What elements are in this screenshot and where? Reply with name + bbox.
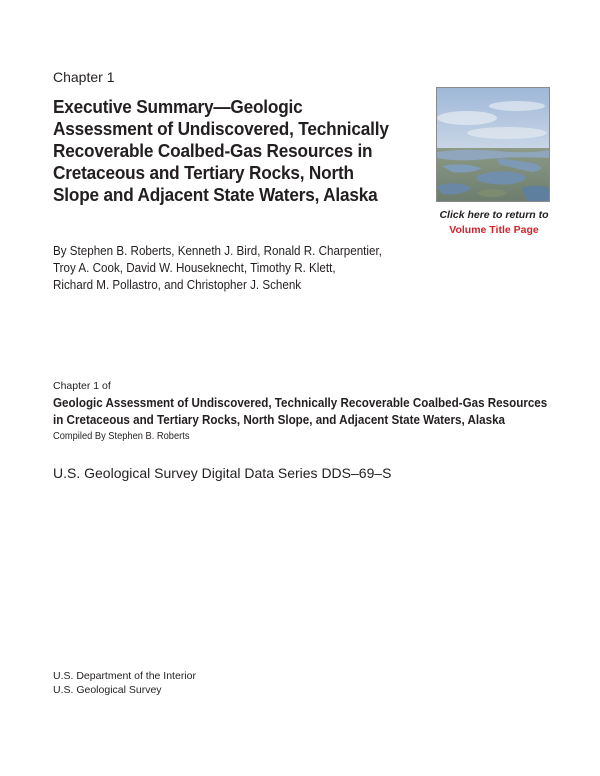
title-line: Recoverable Coalbed-Gas Resources in [53,140,373,161]
title-line: Cretaceous and Tertiary Rocks, North [53,162,354,183]
department-line: U.S. Department of the Interior [53,670,196,682]
agency-line: U.S. Geological Survey [53,684,162,696]
return-link-line1[interactable]: Click here to return to [439,209,549,221]
authors [53,243,382,294]
series-title-line: in Cretaceous and Tertiary Rocks, North Slope, and Adjacent State Waters, Alaska [53,412,506,427]
title-line: Assessment of Undiscovered, Technically [53,118,389,139]
page-title [53,96,402,206]
compiled-by: Compiled By Stephen B. Roberts [53,431,190,442]
cover-photo[interactable] [436,87,550,202]
series-title-line: Geologic Assessment of Undiscovered, Technically Recoverable Coalbed-Gas Resources [53,396,548,410]
series-identifier: U.S. Geological Survey Digital Data Series DDS–69–S [53,465,392,481]
series-title [53,395,547,428]
department-block [53,669,196,697]
return-to-title-page-link[interactable] [422,208,566,238]
authors-line: By Stephen B. Roberts, Kenneth J. Bird, Ronald R. Charpentier, [53,244,382,258]
authors-line: Troy A. Cook, David W. Houseknecht, Timothy R. Klett, [53,261,336,275]
chapter-of-label: Chapter 1 of [53,380,111,392]
return-link-line2[interactable]: Volume Title Page [449,224,539,236]
title-line: Slope and Adjacent State Waters, Alaska [53,184,378,205]
chapter-label: Chapter 1 [53,69,115,85]
authors-line: Richard M. Pollastro, and Christopher J. Schenk [53,278,302,292]
tundra-landscape-image [437,88,549,201]
title-line: Executive Summary—Geologic [53,96,303,117]
